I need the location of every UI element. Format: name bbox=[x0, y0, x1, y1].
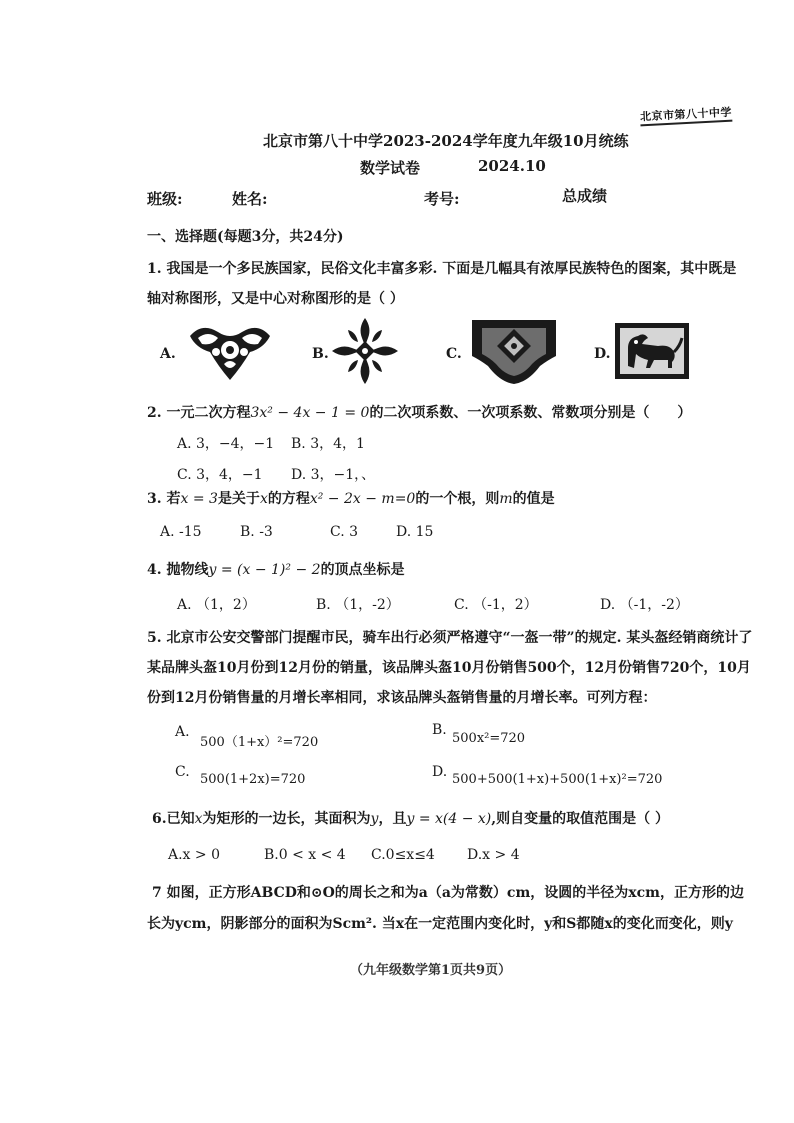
q5-line2: 某品牌头盔10月份到12月份的销量，该品牌头盔10月份销售500个，12月份销售720个，10月 bbox=[147, 660, 751, 676]
q6-stem-post: ,则自变量的取值范围是（ ） bbox=[491, 811, 669, 827]
q6-option-a: A.x > 0 bbox=[168, 847, 220, 863]
q1-figure-b-pattern bbox=[330, 316, 400, 386]
q6-option-c: C.0≤x≤4 bbox=[371, 847, 435, 863]
q2-stem-pre: 2. 一元二次方程 bbox=[147, 405, 251, 421]
q2-stem-post: 的二次项系数、一次项系数、常数项分别是（ ） bbox=[369, 405, 692, 421]
q5-option-a-label: A. bbox=[175, 724, 190, 740]
q3-stem bbox=[147, 488, 555, 508]
exam-subject: 数学试卷 bbox=[360, 159, 421, 177]
q1-option-c-label: C. bbox=[446, 346, 462, 362]
q6-stem-mid: 为矩形的一边长，其面积为 bbox=[202, 811, 371, 827]
q2-equation: 3x² − 4x − 1 = 0 bbox=[250, 405, 370, 421]
q6-stem-pre: 6.已知 bbox=[152, 811, 195, 827]
q6-stem bbox=[152, 808, 669, 828]
q5-option-d: 500+500(1+x)+500(1+x)²=720 bbox=[452, 772, 663, 787]
q3-variable: x bbox=[259, 491, 268, 507]
q3-option-d: D. 15 bbox=[396, 524, 434, 540]
q3-stem-mid2: 的方程 bbox=[267, 491, 310, 507]
q3-equation: x² − 2x − m=0 bbox=[309, 491, 416, 507]
q4-option-a: A. （1，2） bbox=[177, 597, 256, 613]
exam-date: 2024.10 bbox=[478, 157, 546, 175]
q5-option-d-label: D. bbox=[432, 764, 448, 780]
q3-option-b: B. -3 bbox=[240, 524, 273, 540]
q4-stem-post: 的顶点坐标是 bbox=[320, 562, 405, 578]
q6-stem-mid2: ，且 bbox=[378, 811, 407, 827]
q1-option-a-label: A. bbox=[160, 346, 176, 362]
name-label: 姓名: bbox=[232, 190, 268, 208]
q3-stem-pre: 3. 若 bbox=[147, 491, 181, 507]
q3-condition: x = 3 bbox=[180, 491, 218, 507]
q5-option-a: 500（1+x）²=720 bbox=[200, 735, 319, 750]
q5-line1: 5. 北京市公安交警部门提醒市民，骑车出行必须严格遵守“一盔一带”的规定. 某头盔经销商统计了 bbox=[147, 630, 753, 646]
q4-option-d: D. （-1，-2） bbox=[600, 597, 689, 613]
q6-variable-y: y bbox=[370, 811, 379, 827]
id-label: 考号: bbox=[424, 190, 460, 208]
q6-variable-x: x bbox=[194, 811, 203, 827]
q7-line1: 7 如图，正方形ABCD和⊙O的周长之和为a（a为常数）cm，设圆的半径为xcm，正方形的边 bbox=[152, 885, 744, 901]
q5-line3: 份到12月份销售量的月增长率相同，求该品牌头盔销售量的月增长率。可列方程： bbox=[147, 690, 657, 706]
q3-stem-post: 的一个根，则 bbox=[415, 491, 500, 507]
q1-figure-d-pattern bbox=[614, 322, 690, 380]
q1-option-d-label: D. bbox=[594, 346, 611, 362]
q2-option-b: B. 3，4，1 bbox=[291, 436, 365, 452]
q4-equation: y = (x − 1)² − 2 bbox=[208, 562, 321, 578]
q6-option-d: D.x > 4 bbox=[467, 847, 520, 863]
q1-line2: 轴对称图形，又是中心对称图形的是（ ） bbox=[147, 291, 404, 307]
exam-title: 北京市第八十中学2023-2024学年度九年级10月统练 bbox=[263, 132, 629, 150]
q5-option-b-label: B. bbox=[432, 722, 447, 738]
q3-stem-mid: 是关于 bbox=[217, 491, 260, 507]
q1-figure-c-pattern bbox=[468, 316, 560, 388]
q3-stem-end: 的值是 bbox=[512, 491, 555, 507]
q1-line1: 1. 我国是一个多民族国家，民俗文化丰富多彩. 下面是几幅具有浓厚民族特色的图案，其中既是 bbox=[147, 261, 737, 277]
q2-stem bbox=[147, 402, 691, 422]
class-label: 班级: bbox=[147, 190, 183, 208]
q1-option-b-label: B. bbox=[312, 346, 329, 362]
q2-option-a: A. 3，−4，−1 bbox=[177, 436, 275, 452]
q3-option-c: C. 3 bbox=[330, 524, 359, 540]
q4-option-b: B. （1，-2） bbox=[316, 597, 400, 613]
q3-option-a: A. -15 bbox=[160, 524, 202, 540]
q7-line2: 长为ycm，阴影部分的面积为Scm². 当x在一定范围内变化时，y和S都随x的变化而变化，则y bbox=[147, 916, 733, 932]
q4-stem-pre: 4. 抛物线 bbox=[147, 562, 209, 578]
q1-figure-a-pattern bbox=[180, 318, 280, 384]
page-footer: （九年级数学第1页共9页） bbox=[350, 963, 512, 978]
q4-stem bbox=[147, 559, 405, 579]
school-stamp: 北京市第八十中学 bbox=[640, 104, 733, 127]
q5-option-c: 500(1+2x)=720 bbox=[200, 772, 306, 787]
q5-option-b: 500x²=720 bbox=[452, 731, 526, 746]
q6-option-b: B.0 < x < 4 bbox=[264, 847, 346, 863]
q2-option-d: D. 3，−1，、 bbox=[291, 467, 376, 483]
q4-option-c: C. （-1，2） bbox=[454, 597, 538, 613]
q5-option-c-label: C. bbox=[175, 764, 190, 780]
section-heading: 一、选择题(每题3分，共24分) bbox=[147, 229, 344, 245]
q2-option-c: C. 3，4，−1 bbox=[177, 467, 263, 483]
q3-variable-m: m bbox=[499, 491, 513, 507]
q6-equation: y = x(4 − x) bbox=[406, 811, 492, 827]
score-label: 总成绩 bbox=[562, 187, 608, 205]
